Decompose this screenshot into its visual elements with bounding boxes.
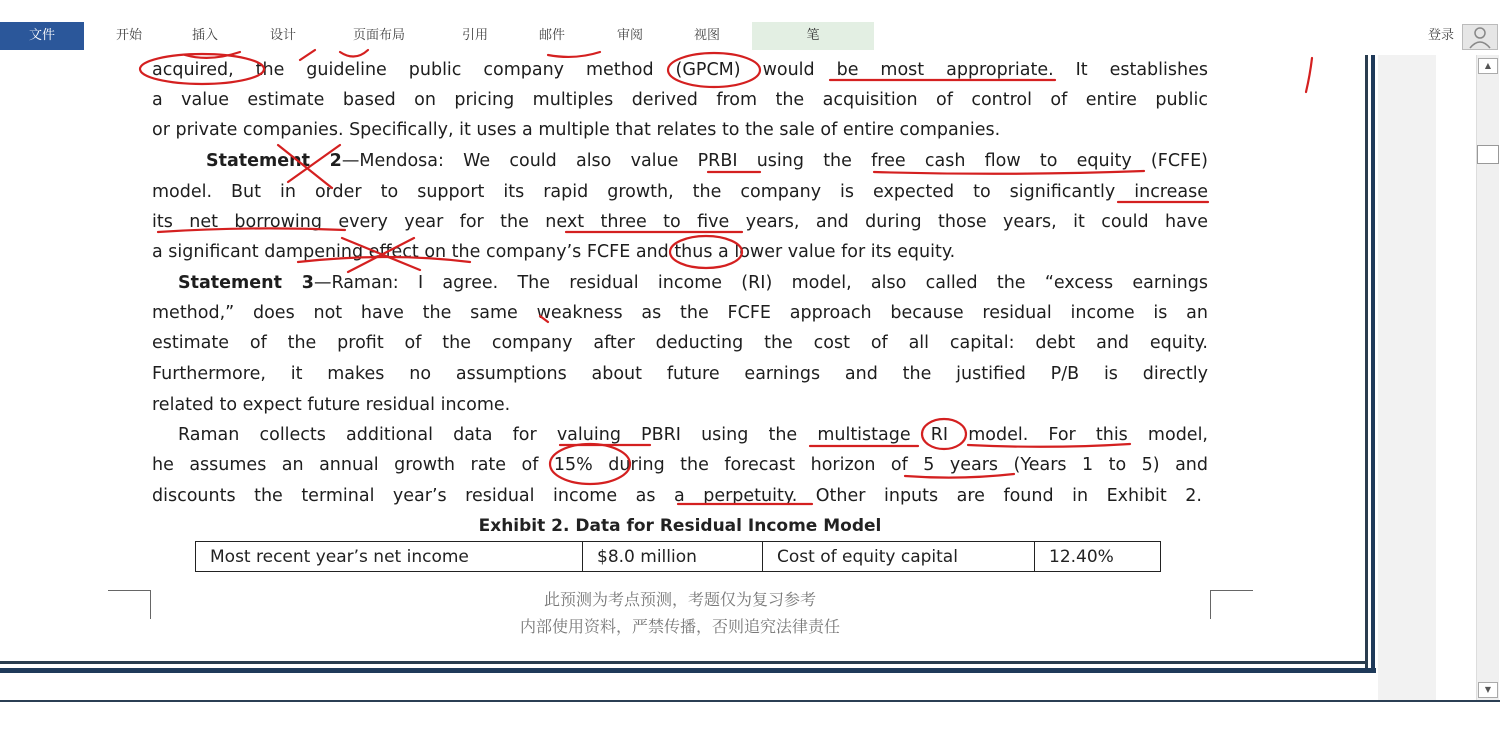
page-corner-mark [1210,590,1253,619]
scroll-down-icon[interactable]: ▼ [1478,682,1498,698]
doc-line-10: estimate of the profit of the company after deducting the cost of all capital: debt and equity. [152,333,1208,353]
exhibit-title: Exhibit 2. Data for Residual Income Model [478,516,882,536]
doc-line-9: method,” does not have the same weakness as the FCFE approach because residual income is an [152,303,1208,323]
doc-line-7: a significant dampening effect on the company’s FCFE and thus a lower value for its equity. [152,242,956,262]
tab-view[interactable]: 视图 [693,28,720,43]
scroll-thumb[interactable] [1477,145,1499,164]
tab-insert[interactable]: 插入 [191,28,218,43]
doc-line-13: Raman collects additional data for valuing PBRI using the multistage RI model. For this model, [178,425,1208,445]
tab-file[interactable]: 文件 [0,22,84,50]
doc-line-8: Statement 3—Raman: I agree. The residual income (RI) model, also called the “excess earnings [178,273,1208,293]
doc-line-1: acquired, the guideline public company method (GPCM) would be most appropriate. It establishes [152,60,1208,80]
doc-line-3: or private companies. Specifically, it uses a multiple that relates to the sale of entire companies. [152,120,1001,140]
doc-line-15: discounts the terminal year’s residual income as a perpetuity. Other inputs are found in Exhibit 2. [152,486,1202,506]
tab-review[interactable]: 审阅 [616,28,643,43]
scroll-up-icon[interactable]: ▲ [1478,58,1498,74]
doc-line-5: model. But in order to support its rapid growth, the company is expected to significantly increase [152,182,1208,202]
statement-3-label: Statement 3 [178,273,314,293]
watermark-line-1: 此预测为考点预测，考题仅为复习参考 [543,590,816,609]
doc-line-11: Furthermore, it makes no assumptions about future earnings and the justified P/B is directly [152,364,1208,384]
tab-layout[interactable]: 页面布局 [352,28,405,43]
doc-line-12: related to expect future residual income. [152,395,511,415]
login-link[interactable]: 登录 [1427,28,1454,43]
tab-design[interactable]: 设计 [269,28,296,43]
document-page[interactable] [0,55,1366,664]
doc-line-14: he assumes an annual growth rate of 15% during the forecast horizon of 5 years (Years 1 to 5) and [152,455,1208,475]
user-icon[interactable] [1462,24,1498,50]
doc-line-2: a value estimate based on pricing multiples derived from the acquisition of control of entire public [152,90,1208,110]
page-corner-mark [108,590,151,619]
statement-2-label: Statement 2 [206,151,342,171]
vertical-scrollbar[interactable] [1476,55,1499,700]
ribbon-tabs [0,22,1500,50]
table-cell: 12.40% [1035,542,1161,572]
table-cell: Cost of equity capital [763,542,1035,572]
exhibit-table [195,541,1161,572]
doc-line-4: Statement 2—Mendosa: We could also value PRBI using the free cash flow to equity (FCFE) [206,151,1208,171]
table-cell: $8.0 million [583,542,763,572]
table-row [196,542,1161,572]
watermark-line-2: 内部使用资料，严禁传播，否则追究法律责任 [519,617,840,636]
tab-mailings[interactable]: 邮件 [538,28,565,43]
tab-references[interactable]: 引用 [461,28,488,43]
doc-line-6: its net borrowing every year for the next three to five years, and during those years, it could have [152,212,1208,232]
tab-home[interactable]: 开始 [115,28,142,43]
margin-area [1378,55,1436,700]
tab-pen[interactable]: 笔 [752,22,874,50]
table-cell: Most recent year’s net income [196,542,583,572]
